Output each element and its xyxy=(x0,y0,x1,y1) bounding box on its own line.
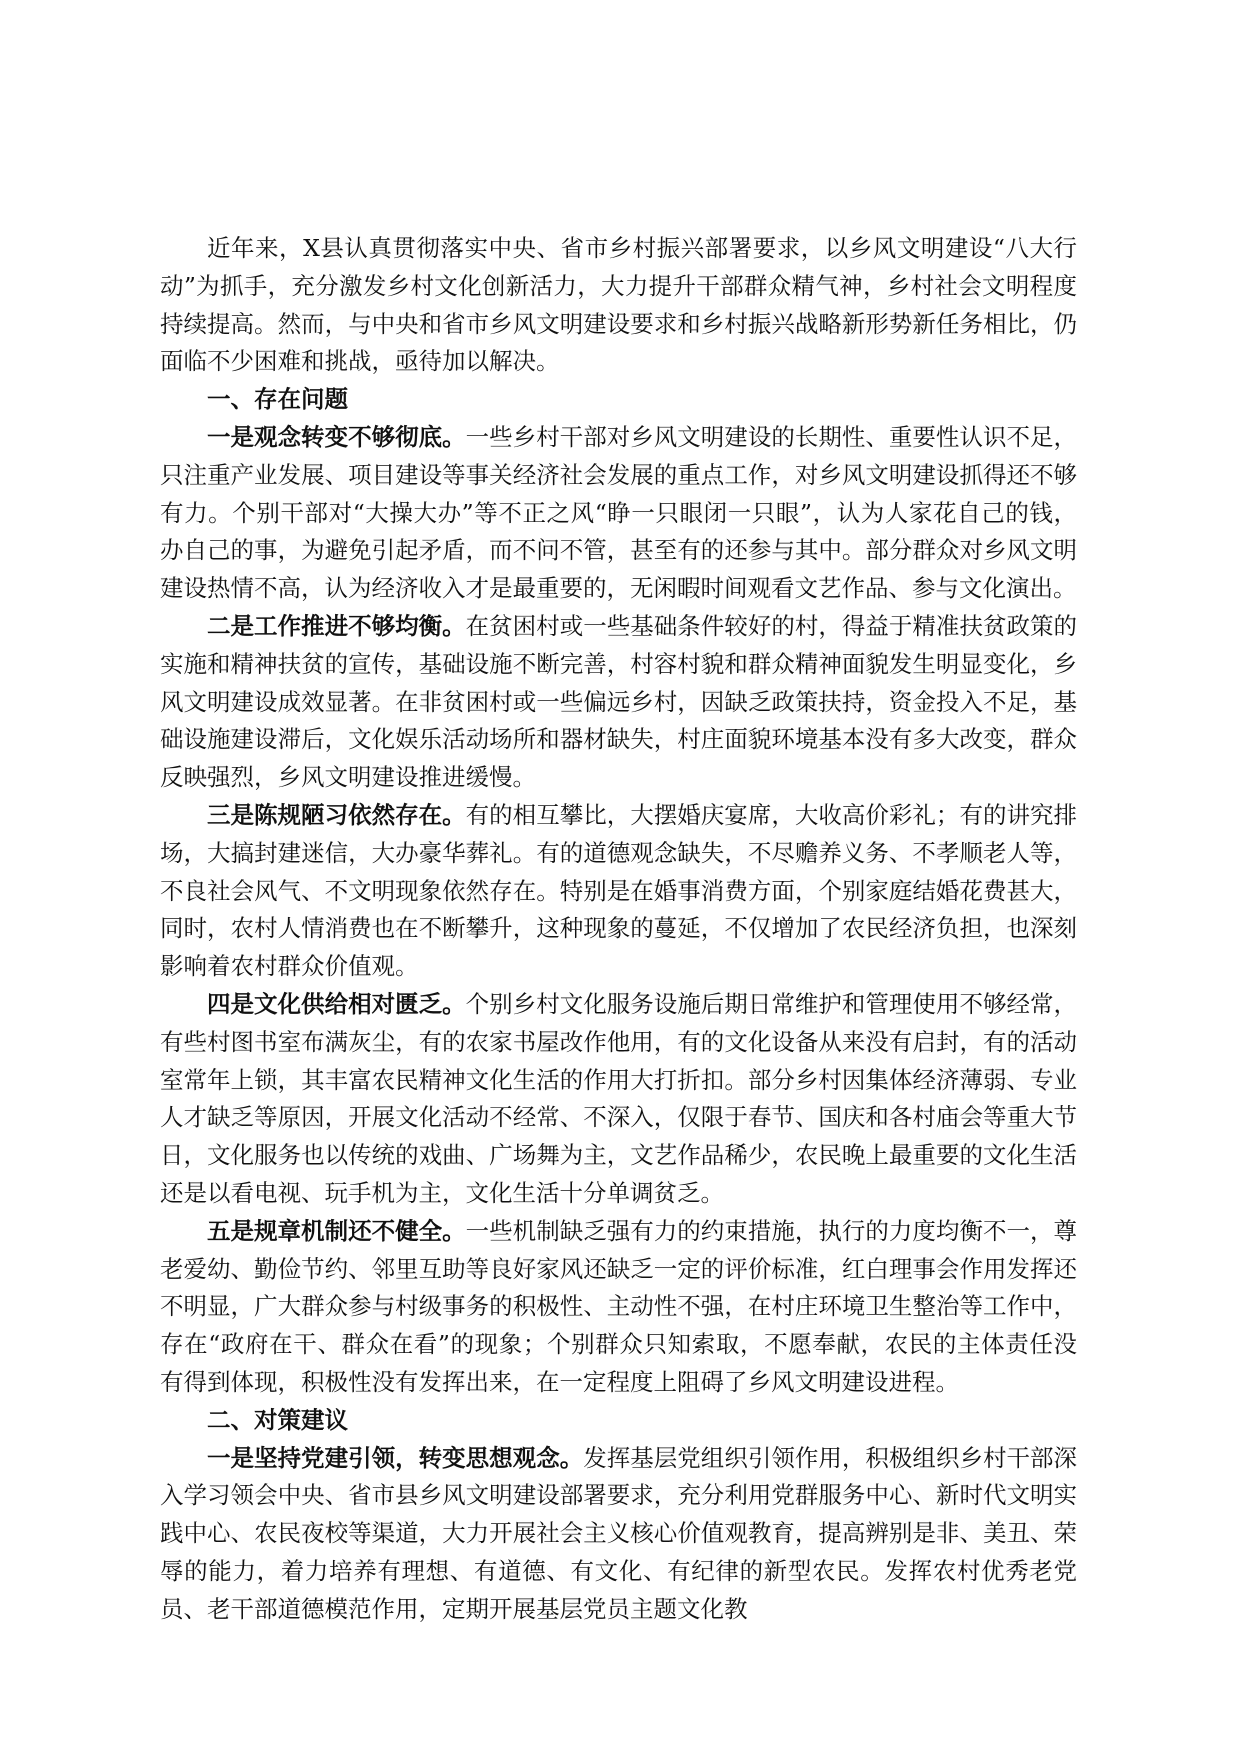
problem-lead-4: 四是文化供给相对匮乏。 xyxy=(207,989,466,1018)
suggestion-text-1: 发挥基层党组织引领作用，积极组织乡村干部深入学习领会中央、省市县乡风文明建设部署要求，充分利用党群服务中心、新时代文明实践中心、农民夜校等渠道，大力开展社会主义核心价值观教育，提高辨别是非、美丑、荣辱的能力，着力培养有理想、有道德、有文化、有纪律的新型农民。发挥农村优秀老党员、老干部道德模范作用，定期开展基层党员主题文化教 xyxy=(160,1443,1078,1623)
problem-lead-3: 三是陈规陋习依然存在。 xyxy=(207,800,466,829)
problem-paragraph-1 xyxy=(160,419,1077,608)
document-body xyxy=(160,230,1077,1628)
suggestion-paragraph-1 xyxy=(160,1440,1077,1629)
problem-lead-1: 一是观念转变不够彻底。 xyxy=(207,422,466,451)
suggestion-lead-1: 一是坚持党建引领，转变思想观念。 xyxy=(207,1443,584,1472)
section-heading-suggestions: 二、对策建议 xyxy=(207,1405,348,1434)
problem-paragraph-4 xyxy=(160,986,1077,1213)
problem-text-2: 在贫困村或一些基础条件较好的村，得益于精准扶贫政策的实施和精神扶贫的宣传，基础设施不断完善，村容村貌和群众精神面貌发生明显变化，乡风文明建设成效显著。在非贫困村或一些偏远乡村，因缺乏政策扶持，资金投入不足，基础设施建设滞后，文化娱乐活动场所和器材缺失，村庄面貌环境基本没有多大改变，群众反映强烈，乡风文明建设推进缓慢。 xyxy=(160,611,1078,792)
intro-paragraph: 近年来，X县认真贯彻落实中央、省市乡村振兴部署要求，以乡风文明建设“八大行动”为抓手，充分激发乡村文化创新活力，大力提升干部群众精气神，乡村社会文明程度持续提高。然而，与中央和省市乡风文明建设要求和乡村振兴战略新形势新任务相比，仍面临不少困难和挑战，亟待加以解决。 xyxy=(160,234,1077,376)
problem-paragraph-3 xyxy=(160,797,1077,986)
problem-lead-2: 二是工作推进不够均衡。 xyxy=(207,611,466,640)
problem-text-3: 有的相互攀比，大摆婚庆宴席，大收高价彩礼；有的讲究排场，大搞封建迷信，大办豪华葬礼。有的道德观念缺失，不尽赡养义务、不孝顺老人等，不良社会风气、不文明现象依然存在。特别是在婚事消费方面，个别家庭结婚花费甚大，同时，农村人情消费也在不断攀升，这种现象的蔓延，不仅增加了农民经济负担，也深刻影响着农村群众价值观。 xyxy=(160,800,1078,981)
problem-lead-5: 五是规章机制还不健全。 xyxy=(207,1216,466,1245)
problem-paragraph-2 xyxy=(160,608,1077,797)
problem-text-5: 一些机制缺乏强有力的约束措施，执行的力度均衡不一，尊老爱幼、勤俭节约、邻里互助等良好家风还缺乏一定的评价标准，红白理事会作用发挥还不明显，广大群众参与村级事务的积极性、主动性不强，在村庄环境卫生整治等工作中，存在“政府在干、群众在看”的现象；个别群众只知索取，不愿奉献，农民的主体责任没有得到体现，积极性没有发挥出来，在一定程度上阻碍了乡风文明建设进程。 xyxy=(160,1216,1078,1396)
problem-text-4: 个别乡村文化服务设施后期日常维护和管理使用不够经常，有些村图书室布满灰尘，有的农家书屋改作他用，有的文化设备从来没有启封，有的活动室常年上锁，其丰富农民精神文化生活的作用大打折扣。部分乡村因集体经济薄弱、专业人才缺乏等原因，开展文化活动不经常、不深入，仅限于春节、国庆和各村庙会等重大节日，文化服务也以传统的戏曲、广场舞为主，文艺作品稀少，农民晚上最重要的文化生活还是以看电视、玩手机为主，文化生活十分单调贫乏。 xyxy=(160,989,1078,1207)
problem-text-1: 一些乡村干部对乡风文明建设的长期性、重要性认识不足，只注重产业发展、项目建设等事关经济社会发展的重点工作，对乡风文明建设抓得还不够有力。个别干部对“大操大办”等不正之风“睁一只眼闭一只眼”，认为人家花自己的钱，办自己的事，为避免引起矛盾，而不问不管，甚至有的还参与其中。部分群众对乡风文明建设热情不高，认为经济收入才是最重要的，无闲暇时间观看文艺作品、参与文化演出。 xyxy=(160,422,1078,603)
section-heading-problems: 一、存在问题 xyxy=(207,385,348,414)
problem-paragraph-5 xyxy=(160,1213,1077,1402)
